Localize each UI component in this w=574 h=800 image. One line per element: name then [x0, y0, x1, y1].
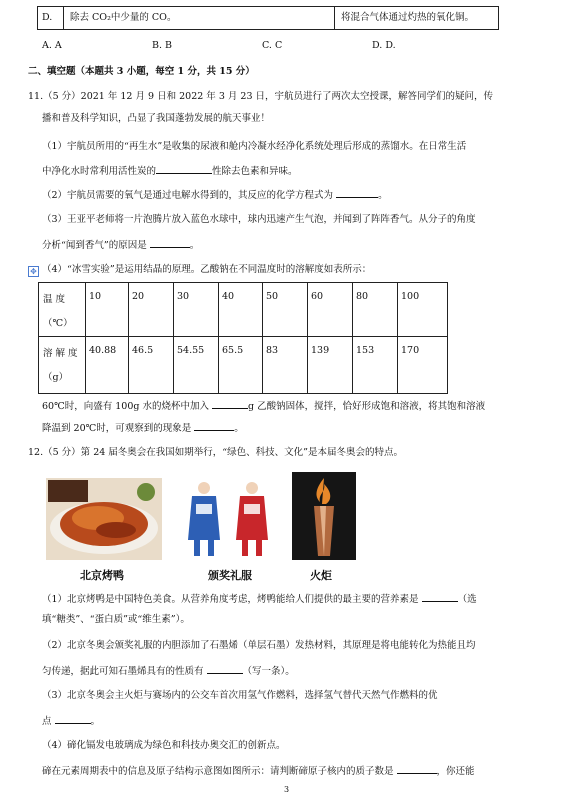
temp-cell: 30	[177, 291, 190, 302]
q12-p5: 碲在元素周期表中的信息及原子结构示意图如图所示：请判断碲原子核内的质子数是 ，你还能	[42, 766, 475, 777]
choice-b: B. B	[152, 40, 173, 51]
q11-p2: （2）宇航员需要的氧气是通过电解水得到的，其反应的化学方程式为 。	[42, 190, 388, 201]
q11-p4-after-b: 降温到 20℃时，可观察到的现象是 。	[42, 423, 244, 434]
solubility-cell: 54.55	[177, 345, 205, 356]
q12-p3-b: 点 。	[42, 716, 101, 727]
caption-uniform: 颁奖礼服	[208, 569, 252, 582]
solubility-cell: 153	[356, 345, 375, 356]
roast-duck-image	[46, 478, 162, 560]
table-move-handle-icon[interactable]: ✥	[28, 266, 39, 277]
q12-p1-b: 填“糖类”、“蛋白质”或“维生素”）。	[42, 614, 190, 625]
section-title: 二、填空题（本题共 3 小题，每空 1 分，共 15 分）	[28, 66, 255, 77]
option-label: D.	[42, 12, 53, 23]
award-uniform-image	[178, 478, 278, 560]
caption-duck: 北京烤鸭	[80, 569, 124, 582]
temp-cell: 50	[266, 291, 279, 302]
q12-p2-b: 匀传递，据此可知石墨烯具有的性质有 （写一条）。	[42, 666, 295, 677]
temp-label: 温 度	[43, 294, 66, 305]
solubility-cell: 65.5	[222, 345, 244, 356]
choice-d: D. D.	[372, 40, 396, 51]
solubility-label: 溶 解 度	[43, 348, 78, 359]
q11-line1: 11.（5 分）2021 年 12 月 9 日和 2022 年 3 月 23 日，宇航员进行了两次太空授课，解答同学们的疑问，传	[28, 91, 494, 102]
q11-line2: 播和普及科学知识，凸显了我国蓬勃发展的航天事业！	[42, 113, 271, 124]
temp-cell: 40	[222, 291, 235, 302]
solubility-cell: 139	[311, 345, 330, 356]
q11-p3-b: 分析“闻到香气”的原因是 。	[42, 240, 200, 251]
q12-intro: 12.（5 分）第 24 届冬奥会在我国如期举行，“绿色、科技、文化”是本届冬奥会的特点。	[28, 447, 404, 458]
q11-p4: （4）“冰雪实验”是运用结晶的原理。乙酸钠在不同温度时的溶解度如表所示：	[42, 264, 372, 275]
temp-cell: 10	[89, 291, 102, 302]
solubility-table	[38, 282, 448, 394]
temp-cell: 20	[132, 291, 145, 302]
q11-p3-a: （3）王亚平老师将一片泡腾片放入蓝色水球中，球内迅速产生气泡，并闻到了阵阵香气。从分子的角度	[42, 214, 476, 225]
top-table-row	[37, 6, 499, 30]
solubility-cell: 170	[401, 345, 420, 356]
method-cell: 将混合气体通过灼热的氧化铜。	[341, 12, 475, 23]
caption-torch: 火炬	[310, 569, 332, 582]
choice-a: A. A	[42, 40, 62, 51]
temp-unit: （℃）	[43, 318, 73, 329]
temp-cell: 60	[311, 291, 324, 302]
solubility-unit: （g）	[43, 372, 69, 383]
temp-cell: 100	[401, 291, 420, 302]
choice-c: C. C	[262, 40, 283, 51]
q11-p4-after-a: 60℃时，向盛有 100g 水的烧杯中加入 g 乙酸钠固体，搅拌，恰好形成饱和溶液，将其饱和溶液	[42, 401, 486, 412]
solubility-cell: 40.88	[89, 345, 117, 356]
q12-p3-a: （3）北京冬奥会主火炬与赛场内的公交车首次用氢气作燃料，选择氢气替代天然气作燃料的优	[42, 690, 438, 701]
torch-image	[292, 472, 356, 560]
q11-p1-a: （1）宇航员所用的“再生水”是收集的尿液和舱内冷凝水经净化系统处理后形成的蒸馏水。在日常生活	[42, 141, 467, 152]
page-number: 3	[284, 785, 290, 794]
solubility-cell: 46.5	[132, 345, 154, 356]
temp-cell: 80	[356, 291, 369, 302]
q12-p1-a: （1）北京烤鸭是中国特色美食。从营养角度考虑，烤鸭能给人们提供的最主要的营养素是 （选	[42, 594, 477, 605]
q12-p4: （4）碲化镉发电玻璃成为绿色和科技办奥交汇的创新点。	[42, 740, 286, 751]
q11-p1-b: 中净化水时常利用活性炭的 性除去色素和异味。	[42, 166, 298, 177]
purpose-cell: 除去 CO₂中少量的 CO。	[70, 12, 177, 23]
solubility-cell: 83	[266, 345, 279, 356]
q12-p2-a: （2）北京冬奥会颁奖礼服的内胆添加了石墨烯（单层石墨）发热材料，其原理是将电能转化为热能且均	[42, 640, 476, 651]
